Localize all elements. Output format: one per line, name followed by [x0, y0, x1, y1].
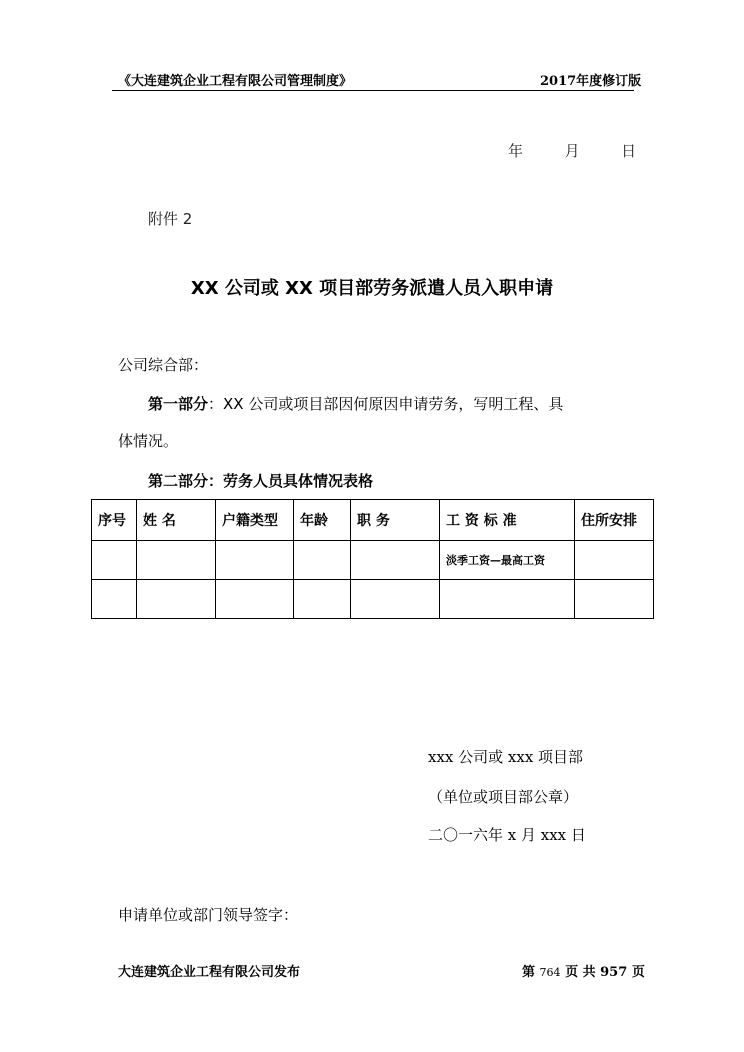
- part1-paragraph: [148, 393, 563, 414]
- table-cell: [137, 580, 216, 619]
- footer-publisher: 大连建筑企业工程有限公司发布: [118, 965, 301, 980]
- date-day: 日: [621, 142, 637, 160]
- part1-continuation: 体情况。: [118, 432, 179, 450]
- part2-heading: 第二部分：劳务人员具体情况表格: [148, 472, 374, 490]
- page-suffix: 页: [631, 965, 645, 980]
- part1-text: ：XX 公司或项目部因何原因申请劳务，写明工程、具: [208, 395, 564, 413]
- date-year: 年: [508, 142, 524, 160]
- col-header-position: 职 务: [351, 500, 440, 541]
- signature-date: 二〇一六年 x 月 xxx 日: [428, 826, 586, 844]
- col-header-housing: 住所安排: [575, 500, 654, 541]
- table-cell: [575, 541, 654, 580]
- part1-label: 第一部分: [148, 395, 209, 413]
- table-header-row: [92, 500, 654, 541]
- page-title: XX 公司或 XX 项目部劳务派遣人员入职申请: [190, 278, 554, 299]
- page-current: 764: [539, 966, 561, 979]
- page-prefix: 第: [522, 965, 536, 980]
- table-row: [92, 580, 654, 619]
- col-header-name: 姓 名: [137, 500, 216, 541]
- date-line: [508, 140, 636, 161]
- page-mid: 页 共: [565, 965, 596, 980]
- leader-signature-line: 申请单位或部门领导签字：: [118, 906, 299, 924]
- col-header-household: 户籍类型: [216, 500, 294, 541]
- table-cell-salary-range: 淡季工资—最高工资: [440, 541, 575, 580]
- header-document-title: 《大连建筑企业工程有限公司管理制度》: [118, 74, 353, 89]
- table-cell: [92, 580, 137, 619]
- col-header-age: 年龄: [294, 500, 351, 541]
- table-cell: [216, 580, 294, 619]
- signature-seal: （单位或项目部公章）: [428, 788, 579, 806]
- table-cell: [92, 541, 137, 580]
- col-header-salary: 工 资 标 准: [440, 500, 575, 541]
- staff-table: [91, 499, 654, 619]
- signature-unit: xxx 公司或 xxx 项目部: [428, 748, 584, 766]
- table-cell: [440, 580, 575, 619]
- footer-page-number: [522, 961, 645, 980]
- col-header-index: 序号: [92, 500, 137, 541]
- recipient: 公司综合部：: [118, 356, 209, 374]
- table-cell: [351, 541, 440, 580]
- attachment-label: 附件 2: [148, 210, 193, 228]
- header-divider: [112, 90, 634, 91]
- table-cell: [137, 541, 216, 580]
- table-cell: [216, 541, 294, 580]
- table-cell: [294, 580, 351, 619]
- page-total: 957: [600, 965, 628, 980]
- table-row: [92, 541, 654, 580]
- table-cell: [294, 541, 351, 580]
- table-cell: [575, 580, 654, 619]
- table-cell: [351, 580, 440, 619]
- date-month: 月: [564, 142, 580, 160]
- header-edition: 2017年度修订版: [540, 74, 642, 89]
